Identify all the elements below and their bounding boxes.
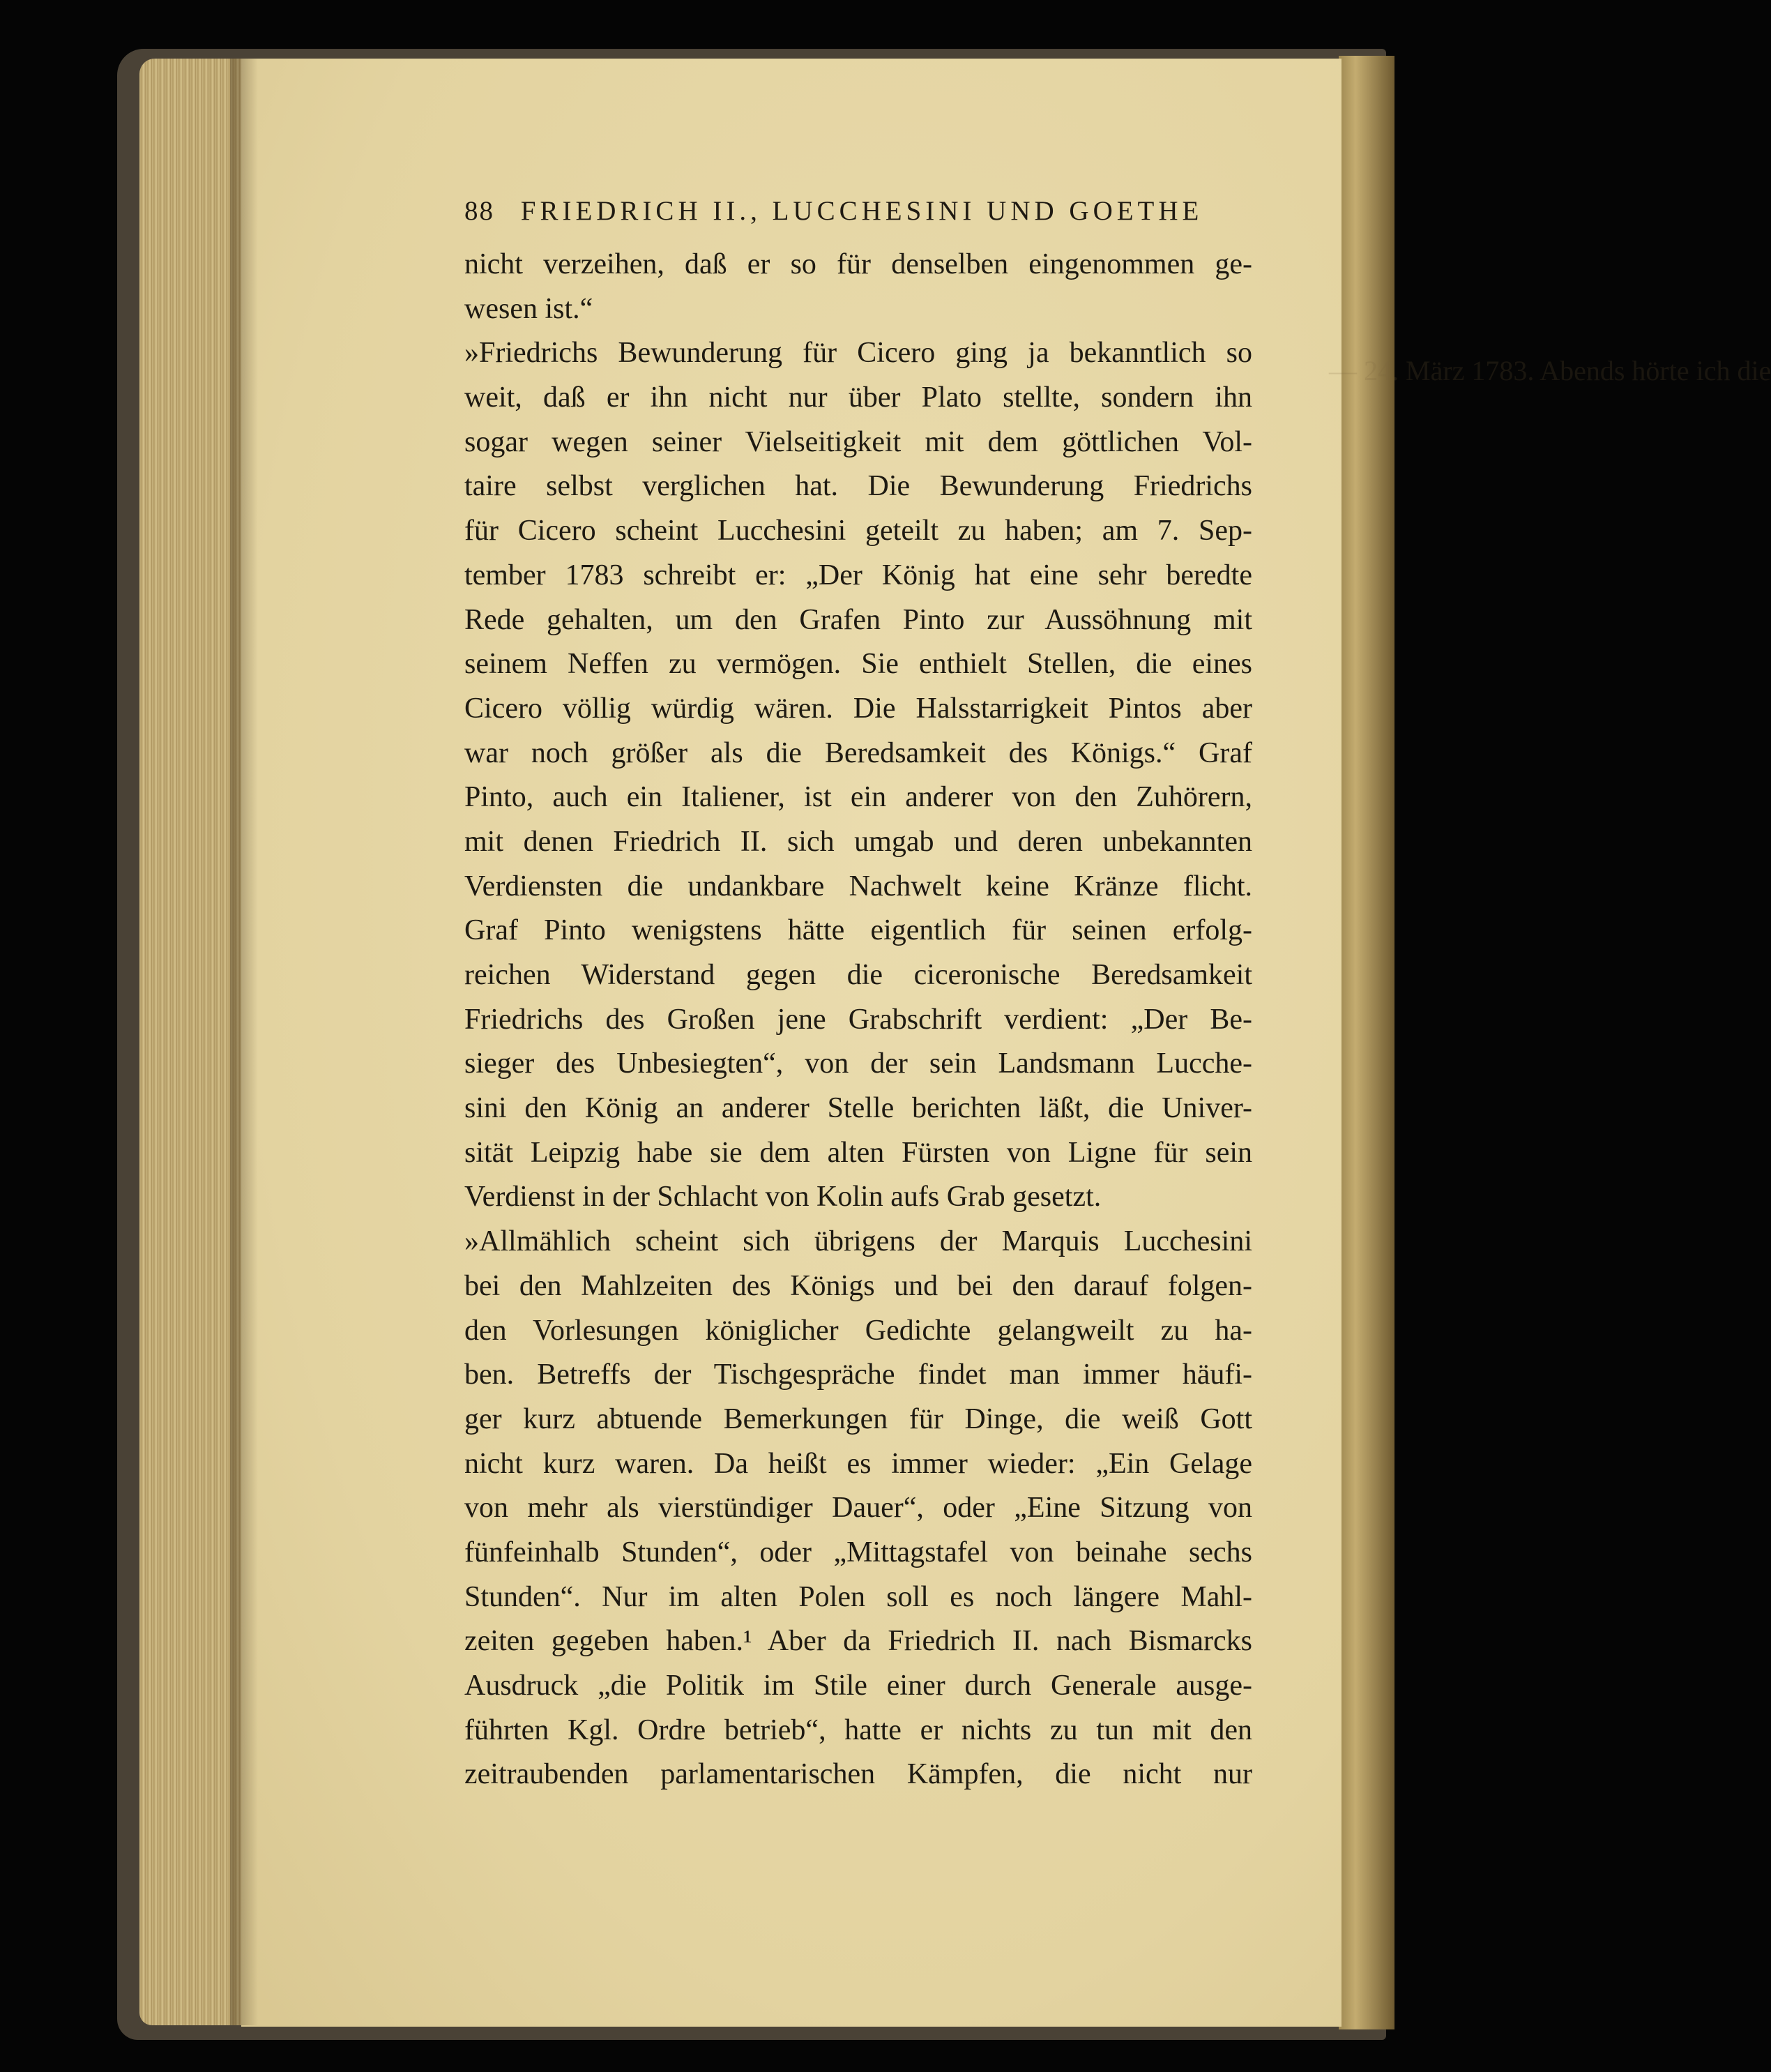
text-line: reichen Widerstand gegen die ciceronische Beredsamkeit: [464, 959, 1252, 991]
text-line: ger kurz abtuende Bemerkungen für Dinge, die weiß Gott: [464, 1402, 1252, 1435]
text-line: von mehr als vierstündiger Dauer“, oder „Eine Sitzung von: [464, 1492, 1252, 1525]
text-line: bei den Mahlzeiten des Königs und bei den darauf folgen-: [464, 1269, 1252, 1302]
text-line: führten Kgl. Ordre betrieb“, hatte er nichts zu tun mit den: [464, 1714, 1252, 1746]
text-line: sität Leipzig habe sie dem alten Fürsten von Ligne für sein: [464, 1136, 1252, 1169]
text-line: »Allmählich scheint sich übrigens der Marquis Lucchesini: [464, 1225, 1252, 1258]
text-line: sogar wegen seiner Vielseitigkeit mit dem göttlichen Vol-: [464, 425, 1252, 458]
running-header: [464, 195, 1315, 237]
body-text: [464, 243, 1252, 1797]
text-line: mit denen Friedrich II. sich umgab und deren unbekannten: [464, 825, 1252, 858]
right-page-edge: [1339, 56, 1394, 2029]
text-line: tember 1783 schreibt er: „Der König hat eine sehr beredte: [464, 559, 1252, 591]
page-stack-edge: [139, 59, 244, 2025]
page-number: 88: [464, 196, 494, 226]
text-line: fünfeinhalb Stunden“, oder „Mittagstafel von beinahe sechs: [464, 1536, 1252, 1568]
text-line: den Vorlesungen königlicher Gedichte gelangweilt zu ha-: [464, 1314, 1252, 1347]
text-line: Verdiensten die undankbare Nachwelt keine Kränze flicht.: [464, 870, 1252, 902]
text-line: Cicero völlig würdig wären. Die Halsstarrigkeit Pintos aber: [464, 692, 1252, 725]
text-line: sini den König an anderer Stelle berichten läßt, die Univer-: [464, 1092, 1252, 1125]
text-line: für Cicero scheint Lucchesini geteilt zu haben; am 7. Sep-: [464, 515, 1252, 547]
text-line: Rede gehalten, um den Grafen Pinto zur Aussöhnung mit: [464, 603, 1252, 636]
text-line: zeitraubenden parlamentarischen Kämpfen, die nicht nur: [464, 1758, 1252, 1791]
text-line: Friedrichs des Großen jene Grabschrift verdient: „Der Be-: [464, 1003, 1252, 1036]
running-title: FRIEDRICH II., LUCCHESINI UND GOETHE: [520, 196, 1203, 226]
spine-shadow: [230, 59, 258, 2025]
text-line: wesen ist.“: [464, 292, 593, 325]
text-line: ben. Betreffs der Tischgespräche findet man immer häufi-: [464, 1359, 1252, 1391]
text-line: Stunden“. Nur im alten Polen soll es noch längere Mahl-: [464, 1580, 1252, 1613]
text-line: weit, daß er ihn nicht nur über Plato stellte, sondern ihn: [464, 381, 1252, 414]
text-line: Ausdruck „die Politik im Stile einer durch Generale ausge-: [464, 1670, 1252, 1702]
text-line: Verdienst in der Schlacht von Kolin aufs Grab gesetzt.: [464, 1181, 1102, 1213]
text-line: Pinto, auch ein Italiener, ist ein anderer von den Zuhörern,: [464, 781, 1252, 814]
text-line: taire selbst verglichen hat. Die Bewunderung Friedrichs: [464, 470, 1252, 503]
text-line: seinem Neffen zu vermögen. Sie enthielt Stellen, die eines: [464, 648, 1252, 681]
text-line: sieger des Unbesiegten“, von der sein Landsmann Lucche-: [464, 1048, 1252, 1080]
text-line: nicht kurz waren. Da heißt es immer wieder: „Ein Gelage: [464, 1447, 1252, 1480]
text-line: war noch größer als die Beredsamkeit des Königs.“ Graf: [464, 736, 1252, 769]
show-through-text: — 24. März 1783. Abends hörte ich die: [1329, 355, 1771, 386]
text-line: Graf Pinto wenigstens hätte eigentlich für seinen erfolg-: [464, 914, 1252, 947]
text-line: nicht verzeihen, daß er so für denselben eingenommen ge-: [464, 248, 1252, 280]
book-page: [241, 59, 1771, 2027]
text-line: »Friedrichs Bewunderung für Cicero ging ja bekanntlich so: [464, 337, 1252, 370]
text-line: zeiten gegeben haben.¹ Aber da Friedrich II. nach Bismarcks: [464, 1625, 1252, 1658]
